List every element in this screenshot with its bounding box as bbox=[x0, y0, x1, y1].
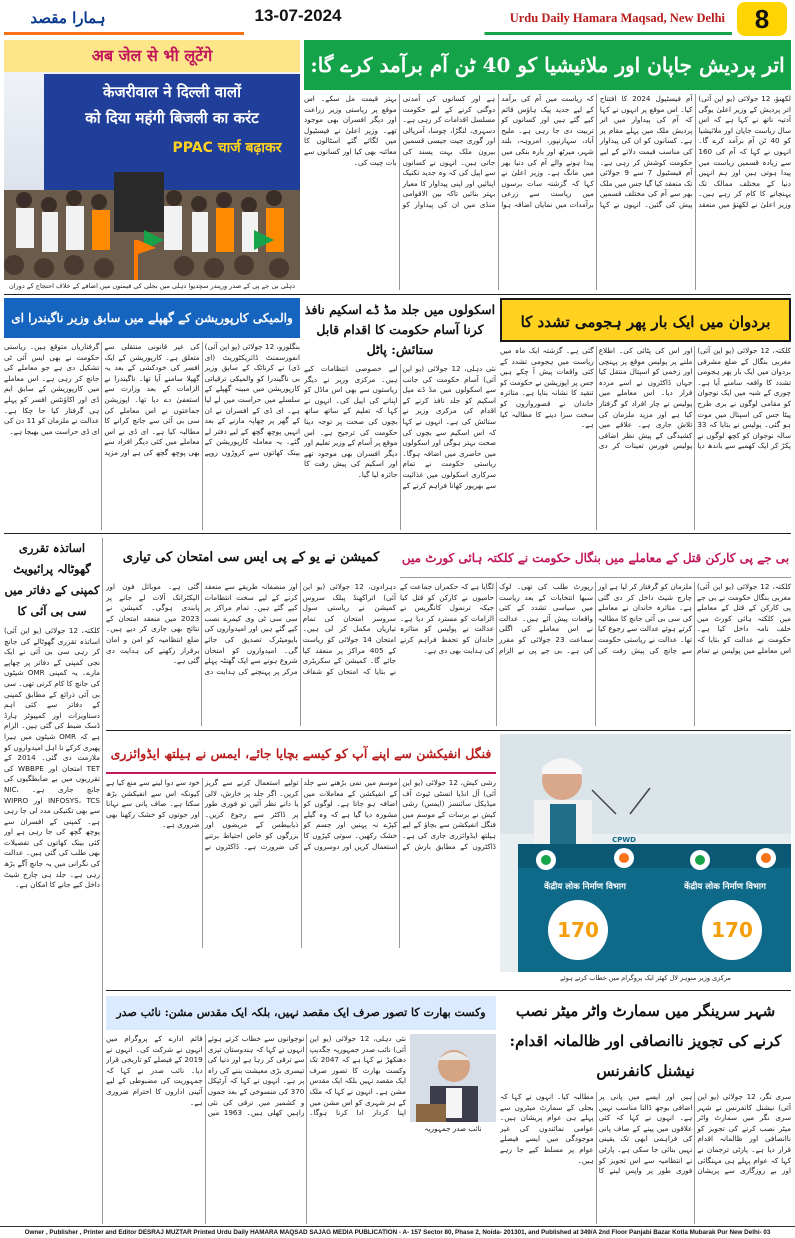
valmiki-headline: والمیکی کارپوریشن کے گھپلے میں سابق وزیر ناگیندرا ای bbox=[4, 298, 300, 338]
lead-photo bbox=[4, 40, 300, 280]
vpresident-body-continued: نائب صدر جمہوریہ bbox=[424, 1124, 482, 1133]
newspaper-logo: ہمارا مقصد bbox=[30, 9, 106, 27]
lead-photo-caption: دہلی بی جے پی کے صدر وریندر سچدیوا دہلی میں بجلی کی قیمتوں میں اضافے کے خلاف احتجاج کے دوران bbox=[8, 282, 296, 290]
podium-logo-left: CPWD bbox=[612, 836, 636, 844]
srinagar-headline: شہر سرینگر میں سمارٹ واٹر میٹر نصب کرنے کی تجویز ناانصافی اور ظالمانہ اقدام: نیشنل کانفرنس bbox=[500, 996, 791, 1088]
bjp-body: کلکتہ، 12 جولائی (یو این آئی) مغربی بنگال حکومت نے بی جے پی کارکن کے قتل کے معاملے میں کلکتہ ہائی کورٹ میں حلف نامہ داخل کیا ہے۔ حکومت نے عدالت کو بتایا کہ اس معاملے میں پولیس نے تمام ملزمان کو گرفتار کر لیا ہے اور چارج شیٹ داخل کر دی گئی ہے۔ متاثرہ خاندان نے معاملے کی سی بی آئی جانچ کا مطالبہ کرتے ہوئے عدالت سے رجوع کیا تھا۔ عدالت نے ریاستی حکومت سے جانچ کی پیش رفت کی رپورٹ طلب کی تھی۔ لوک سبھا انتخابات کے بعد ریاست میں سیاسی تشدد کے کئی واقعات پیش آئے ہیں۔ عدالت نے اس معاملے کی اگلی سماعت 23 جولائی کو مقرر کی ہے۔ بی جے پی نے الزام لگایا ہے کہ حکمراں جماعت کے حامیوں نے کارکن کو قتل کیا جبکہ ترنمول کانگریس نے الزامات کو مسترد کر دیا ہے۔ عدالت نے پولیس کو متاثرہ خاندان کو تحفظ فراہم کرنے کی ہدایت بھی دی ہے۔ bbox=[400, 582, 791, 655]
imprint-line: Owner , Publisher , Printer and Editor DESRAJ MUZTAR Printed Urdu Daily HAMARA MAQSAD SAJAG MEDIA PUBLICATION - A- 157 Sector 80, Phase 2, Noida- 201301, and Published at 349/A 2nd Floor Panjabi Bazar Kotla Mubarak Pur New Delhi- 03 bbox=[0, 1226, 795, 1238]
vice-president-image bbox=[410, 1034, 496, 1122]
page-number: 8 bbox=[737, 2, 787, 36]
newspaper-name: Urdu Daily Hamara Maqsad, New Delhi bbox=[509, 11, 725, 25]
banner-line-1: अब जेल से भी लूटेंगे bbox=[91, 46, 213, 65]
podium-text-left: केंद्रीय लोक निर्माण विभाग bbox=[544, 882, 626, 892]
bjp-headline: بی جے پی کارکن قتل کے معاملے میں بنگال حکومت نے کلکتہ ہائی کورٹ میں bbox=[400, 538, 791, 578]
anniversary-number-right: 170 bbox=[711, 918, 753, 942]
divider bbox=[4, 294, 791, 295]
bardwan-headline: بردوان میں ایک بار پھر ہجومی تشدد کا bbox=[500, 298, 791, 342]
lead-headline: اتر پردیش جاپان اور ملائیشیا کو 40 ٹن آم برآمد کرے گا: bbox=[304, 40, 791, 90]
fungal-headline: فنگل انفیکشن سے اپنے آپ کو کیسے بچایا جائے، ایمس نے ہیلتھ ایڈوائزری bbox=[106, 734, 496, 774]
assam-headline: اسکولوں میں جلد مڈ ڈے اسکیم نافذ کرنا آسام حکومت کا اقدام قابل ستائش: پاٹل bbox=[304, 300, 496, 362]
lead-body: لکھنؤ، 12 جولائی (یو این آئی) اتر پردیش کے وزیر اعلیٰ یوگی آدتیہ ناتھ نے کہا ہے کہ اس سال ریاست جاپان اور ملائیشیا کو 40 ٹن آم برآمد کرے گا۔ انہوں نے کہا کہ آم کی 160 سے زیادہ قسمیں ریاست میں پیدا ہوتی ہیں اور ہم انہیں دنیا کے مختلف ممالک تک پہنچانے کا کام کر رہے ہیں۔ وزیر اعلیٰ نے لکھنؤ میں منعقد آم فیسٹیول 2024 کا افتتاح کیا۔ اس موقع پر انہوں نے کہا کہ آم کی پیداوار میں اتر پردیش ملک میں پہلے مقام پر ہے۔ کسانوں کو ان کی پیداوار کی مناسب قیمت دلانے کے لیے حکومت کوشش کر رہی ہے۔ آم فیسٹیول 7 سے 9 جولائی تک منعقد کیا گیا جس میں ملک بھر سے آم کی مختلف قسمیں پیش کی گئیں۔ انہوں نے کہا کہ ریاست میں آم کی برآمد کے لیے جدید پیک ہاؤس قائم کیے گئے ہیں اور کسانوں کو تربیت دی جا رہی ہے۔ ملیح آباد، سہارنپور، امروہہ، بلند شہر، میرٹھ اور بارہ بنکی میں پیدا ہونے والے آم کی دنیا بھر میں مانگ ہے۔ وزیر اعلیٰ نے کہا کہ گزشتہ سات برسوں میں ریاست سے زرعی برآمدات میں نمایاں اضافہ ہوا ہے اور کسانوں کی آمدنی دوگنی کرنے کے لیے حکومت مسلسل اقدامات کر رہی ہے۔ دسہری، لنگڑا، چوسا، آمرپالی اور گوری جیت جیسی قسمیں بیرون ملک بہت پسند کی جاتی ہیں۔ انہوں نے کسانوں سے اپیل کی کہ وہ جدید تکنیک اپنائیں اور اپنی پیداوار کا معیار بہتر بنائیں تاکہ بین الاقوامی منڈی میں ان کی پیداوار کو بہتر قیمت مل سکے۔ اس موقع پر ریاستی وزیر زراعت اور دیگر افسران بھی موجود تھے۔ وزیر اعلیٰ نے فیسٹیول میں لگائے گئے اسٹالوں کا معائنہ بھی کیا اور کسانوں سے بات چیت کی۔ bbox=[304, 94, 791, 209]
cbi-headline: اساتذہ تقرری گھوٹالہ پرائیویٹ کمپنی کے دفاتر میں سی بی آئی کا bbox=[4, 538, 100, 624]
vpresident-photo bbox=[410, 1034, 496, 1122]
fungal-body: رشی کیش، 12 جولائی (یو این آئی) آل انڈیا انسٹی ٹیوٹ آف میڈیکل سائنسز (ایمس) رشی کیش نے برسات کے موسم میں فنگل انفیکشن سے بچاؤ کے لیے ہیلتھ ایڈوائزری جاری کی ہے۔ ڈاکٹروں کے مطابق بارش کے موسم میں نمی بڑھنے سے جلد کے انفیکشن کے معاملات میں اضافہ ہو جاتا ہے۔ لوگوں کو مشورہ دیا گیا ہے کہ وہ گیلے کپڑے نہ پہنیں اور جسم کو خشک رکھیں۔ سوتی کپڑوں کا استعمال کریں اور دوسروں کے تولیے استعمال کرنے سے گریز کریں۔ اگر جلد پر خارش، لالی یا دانے نظر آئیں تو فوری طور پر ڈاکٹر سے رجوع کریں۔ ذیابیطس کے مریضوں اور بزرگوں کو خاص احتیاط برتنے کی ضرورت ہے۔ ڈاکٹروں نے خود سے دوا لینے سے منع کیا ہے کیونکہ اس سے انفیکشن بڑھ سکتا ہے۔ صاف پانی سے نہانا اور جوتوں کو خشک رکھنا بھی ضروری ہے۔ bbox=[106, 778, 496, 851]
vpresident-body: نئی دہلی، 12 جولائی (یو این آئی) نائب صدر جمہوریہ جگدیپ دھنکھڑ نے کہا ہے کہ 2047 تک وکست بھارت کا تصور صرف ایک مقصد نہیں بلکہ ایک مقدس مشن ہے۔ انہوں نے کہا کہ ملک کے ہر شہری کو اس مشن میں اپنا کردار ادا کرنا ہوگا۔ نوجوانوں سے خطاب کرتے ہوئے انہوں نے کہا کہ ہندوستان تیزی سے ترقی کر رہا ہے اور دنیا کی تیسری بڑی معیشت بننے کی راہ پر ہے۔ انہوں نے کہا کہ آرٹیکل 370 کی منسوخی کے بعد جموں و کشمیر میں ترقی کی نئی راہیں کھلی ہیں۔ 1963 میں قائم ادارے کے پروگرام میں انہوں نے شرکت کی۔ انہوں نے 2019 کے فیصلے کو تاریخی قرار دیا۔ نائب صدر نے کہا کہ جمہوریت کی مضبوطی کے لیے آئینی اداروں کا احترام ضروری ہے۔ bbox=[106, 1034, 406, 1118]
column-rule bbox=[102, 538, 103, 1224]
anniversary-number-left: 170 bbox=[557, 918, 599, 942]
podium-text-right: केंद्रीय लोक निर्माण विभाग bbox=[684, 882, 766, 892]
valmiki-body: بنگلورو، 12 جولائی (یو این آئی) انفورسمنٹ ڈائریکٹوریٹ (ای ڈی) نے کرناٹک کے سابق وزیر بی ناگیندرا کو والمیکی ترقیاتی کارپوریشن میں مبینہ گھپلے کے سلسلے میں حراست میں لے لیا ہے۔ ای ڈی کے افسران نے ان کے گھر پر چھاپہ مارنے کے بعد انہیں پوچھ گچھ کے لیے دفتر لے گئے۔ یہ معاملہ کارپوریشن کے بینک کھاتوں سے کروڑوں روپے کی غیر قانونی منتقلی سے متعلق ہے۔ کارپوریشن کے ایک افسر کی خودکشی کے بعد یہ گھپلا سامنے آیا تھا۔ ناگیندرا نے الزامات کے بعد وزارت سے استعفیٰ دے دیا تھا۔ اپوزیشن جماعتوں نے اس معاملے کی سی بی آئی سے جانچ کرانے کا مطالبہ کیا ہے۔ ای ڈی نے اس معاملے میں کئی دیگر افراد سے بھی پوچھ گچھ کی ہے اور مزید گرفتاریاں متوقع ہیں۔ ریاستی حکومت نے بھی ایس آئی ٹی تشکیل دی ہے جو معاملے کی جانچ کر رہی ہے۔ اس معاملے میں کارپوریشن کے سابق ایم ڈی اور اکاؤنٹس افسر کو پہلے ہی گرفتار کیا جا چکا ہے۔ عدالت نے ملزمان کو 11 دن کی ای ڈی حراست میں بھیجا ہے۔ bbox=[4, 342, 300, 457]
cpwd-photo bbox=[500, 734, 791, 972]
cpwd-photo-caption: مرکزی وزیر منوہر لال کھٹر ایک پروگرام میں خطاب کرتے ہوئے bbox=[560, 974, 731, 982]
banner-line-4: PPAC चार्ज बढ़ाकर bbox=[172, 140, 282, 156]
banner-line-2: केजरीवाल ने दिल्ली वालों bbox=[102, 83, 241, 101]
issue-date: 13-07-2024 bbox=[254, 6, 342, 25]
protest-stage-image bbox=[4, 40, 300, 280]
upsc-headline: کمیشن نے یو کے پی ایس سی امتحان کی تیاری bbox=[106, 538, 396, 578]
cbi-body: کلکتہ، 12 جولائی (یو این آئی) اساتذہ تقرری گھوٹالے کی جانچ کر رہی سی بی آئی نے ایک نجی کمپنی کے دفاتر پر چھاپے مارے۔ یہ کمپنی OMR شیٹوں کی جانچ کا کام کرتی تھی۔ سی بی آئی ذرائع کے مطابق کمپنی کے دفاتر سے کئی اہم دستاویزات اور کمپیوٹر ہارڈ ڈسک ضبط کی گئی ہیں۔ الزام ہے کہ OMR شیٹوں میں ہیرا پھیری کرکے نا اہل امیدواروں کو ملازمت دی گئی۔ 2014 کے TET امتحان اور WBBPE کی تقرریوں میں بے ضابطگیوں کی جانچ جاری ہے۔ NIC، INFOSYS، TCS اور WIPRO سے بھی تکنیکی مدد لی جا رہی ہے۔ کمپنی کے افسران سے پوچھ گچھ کی جا رہی ہے اور کئی بینک کھاتوں کی تفصیلات بھی طلب کی گئی ہیں۔ عدالت کی نگرانی میں یہ جانچ آگے بڑھ رہی ہے۔ جلد ہی چارج شیٹ داخل کیے جانے کا امکان ہے۔ bbox=[4, 626, 100, 890]
tricolor-band bbox=[4, 32, 732, 35]
vpresident-headline: وکست بھارت کا تصور صرف ایک مقصد نہیں، بلکہ ایک مقدس مشن: نائب صدر bbox=[106, 996, 496, 1030]
divider bbox=[106, 990, 791, 991]
divider bbox=[4, 533, 791, 534]
divider bbox=[106, 730, 791, 731]
srinagar-body: سری نگر، 12 جولائی (یو این آئی) نیشنل کانفرنس نے شہر سری نگر میں سمارٹ واٹر میٹر نصب کرنے کی تجویز کو ناانصافی اور ظالمانہ اقدام قرار دیا ہے۔ پارٹی ترجمان نے کہا کہ عوام پہلے ہی مہنگائی اور بے روزگاری سے پریشان ہیں اور ایسے میں پانی پر اضافی بوجھ ڈالنا مناسب نہیں ہے۔ انہوں نے کہا کہ کئی علاقوں میں پینے کے صاف پانی کی فراہمی ابھی تک یقینی نہیں بنائی جا سکی ہے۔ پارٹی نے انتظامیہ سے اس تجویز کو فوری طور پر واپس لینے کا مطالبہ کیا۔ انہوں نے کہا کہ بجلی کے سمارٹ میٹروں سے پہلے ہی عوام پریشان ہیں۔ عوامی نمائندوں کی غیر موجودگی میں ایسے فیصلے عوام پر مسلط کیے جا رہے ہیں۔ bbox=[500, 1092, 791, 1176]
upsc-body: دہرادون، 12 جولائی (یو این آئی) اتراکھنڈ پبلک سروس کمیشن نے ریاستی سول سروسز امتحان کی تمام تیاریاں مکمل کر لی ہیں۔ امتحان 14 جولائی کو ریاست کے 405 مراکز پر منعقد کیا جائے گا۔ کمیشن کے سکریٹری نے بتایا کہ امتحان کو شفاف اور منصفانہ طریقے سے منعقد کرنے کے لیے سخت انتظامات کیے گئے ہیں۔ تمام مراکز پر سی سی ٹی وی کیمرے نصب کیے گئے ہیں اور امیدواروں کی بایومیٹرک تصدیق کی جائے گی۔ امیدواروں کو امتحان شروع ہونے سے ایک گھنٹہ پہلے مرکز پر پہنچنے کی ہدایت دی گئی ہے۔ موبائل فون اور الیکٹرانک آلات لے جانے پر پابندی ہوگی۔ کمیشن نے 2023 میں منعقد امتحان کے نتائج بھی جاری کر دیے ہیں۔ ضلع انتظامیہ کو امن و امان برقرار رکھنے کی ہدایت دی گئی ہے۔ bbox=[106, 582, 396, 676]
bardwan-body: کلکتہ، 12 جولائی (یو این آئی) مغربی بنگال کے ضلع مشرقی بردوان میں ایک بار پھر ہجومی تشدد کا واقعہ سامنے آیا ہے۔ چوری کے شبہ میں ایک نوجوان کو مقامی لوگوں نے بری طرح پیٹا جس کی اسپتال میں موت ہو گئی۔ پولیس نے بتایا کہ 33 سالہ نوجوان کو کچھ لوگوں نے پکڑ کر ایک کھمبے سے باندھ دیا اور اس کی پٹائی کی۔ اطلاع ملنے پر پولیس موقع پر پہنچی اور زخمی کو اسپتال منتقل کیا جہاں ڈاکٹروں نے اسے مردہ قرار دیا۔ اس معاملے میں پولیس نے چار افراد کو گرفتار کیا ہے اور مزید ملزمان کی تلاش جاری ہے۔ علاقے میں کشیدگی کے پیش نظر اضافی پولیس فورس تعینات کر دی گئی ہے۔ گزشتہ ایک ماہ میں ریاست میں ہجومی تشدد کے کئی واقعات پیش آ چکے ہیں جس پر اپوزیشن نے حکومت کو تنقید کا نشانہ بنایا ہے۔ متاثرہ خاندان نے قصورواروں کو سخت سزا دینے کا مطالبہ کیا ہے۔ bbox=[500, 346, 791, 451]
assam-body: نئی دہلی، 12 جولائی (یو این آئی) آسام حکومت کی جانب سے اسکولوں میں مڈ ڈے میل اسکیم کو جلد نافذ کرنے کے اقدام کی مرکزی وزیر نے ستائش کی ہے۔ انہوں نے کہا کہ اس اسکیم سے بچوں کی صحت بہتر ہوگی اور اسکولوں میں حاضری میں اضافہ ہوگا۔ ریاستی حکومت نے تمام سرکاری اسکولوں میں غذائیت سے بھرپور کھانا فراہم کرنے کے لیے خصوصی انتظامات کیے ہیں۔ مرکزی وزیر نے دیگر ریاستوں سے بھی اس ماڈل کو اپنانے کی اپیل کی۔ انہوں نے کہا کہ تعلیم کے ساتھ ساتھ بچوں کی صحت پر توجہ دینا حکومت کی ترجیح ہے۔ اس موقع پر آسام کے وزیر تعلیم اور دیگر افسران بھی موجود تھے اور اسکیم کی پیش رفت کا جائزہ لیا گیا۔ bbox=[304, 364, 496, 490]
banner-line-3: को दिया महंगी बिजली का करंट bbox=[85, 109, 259, 127]
